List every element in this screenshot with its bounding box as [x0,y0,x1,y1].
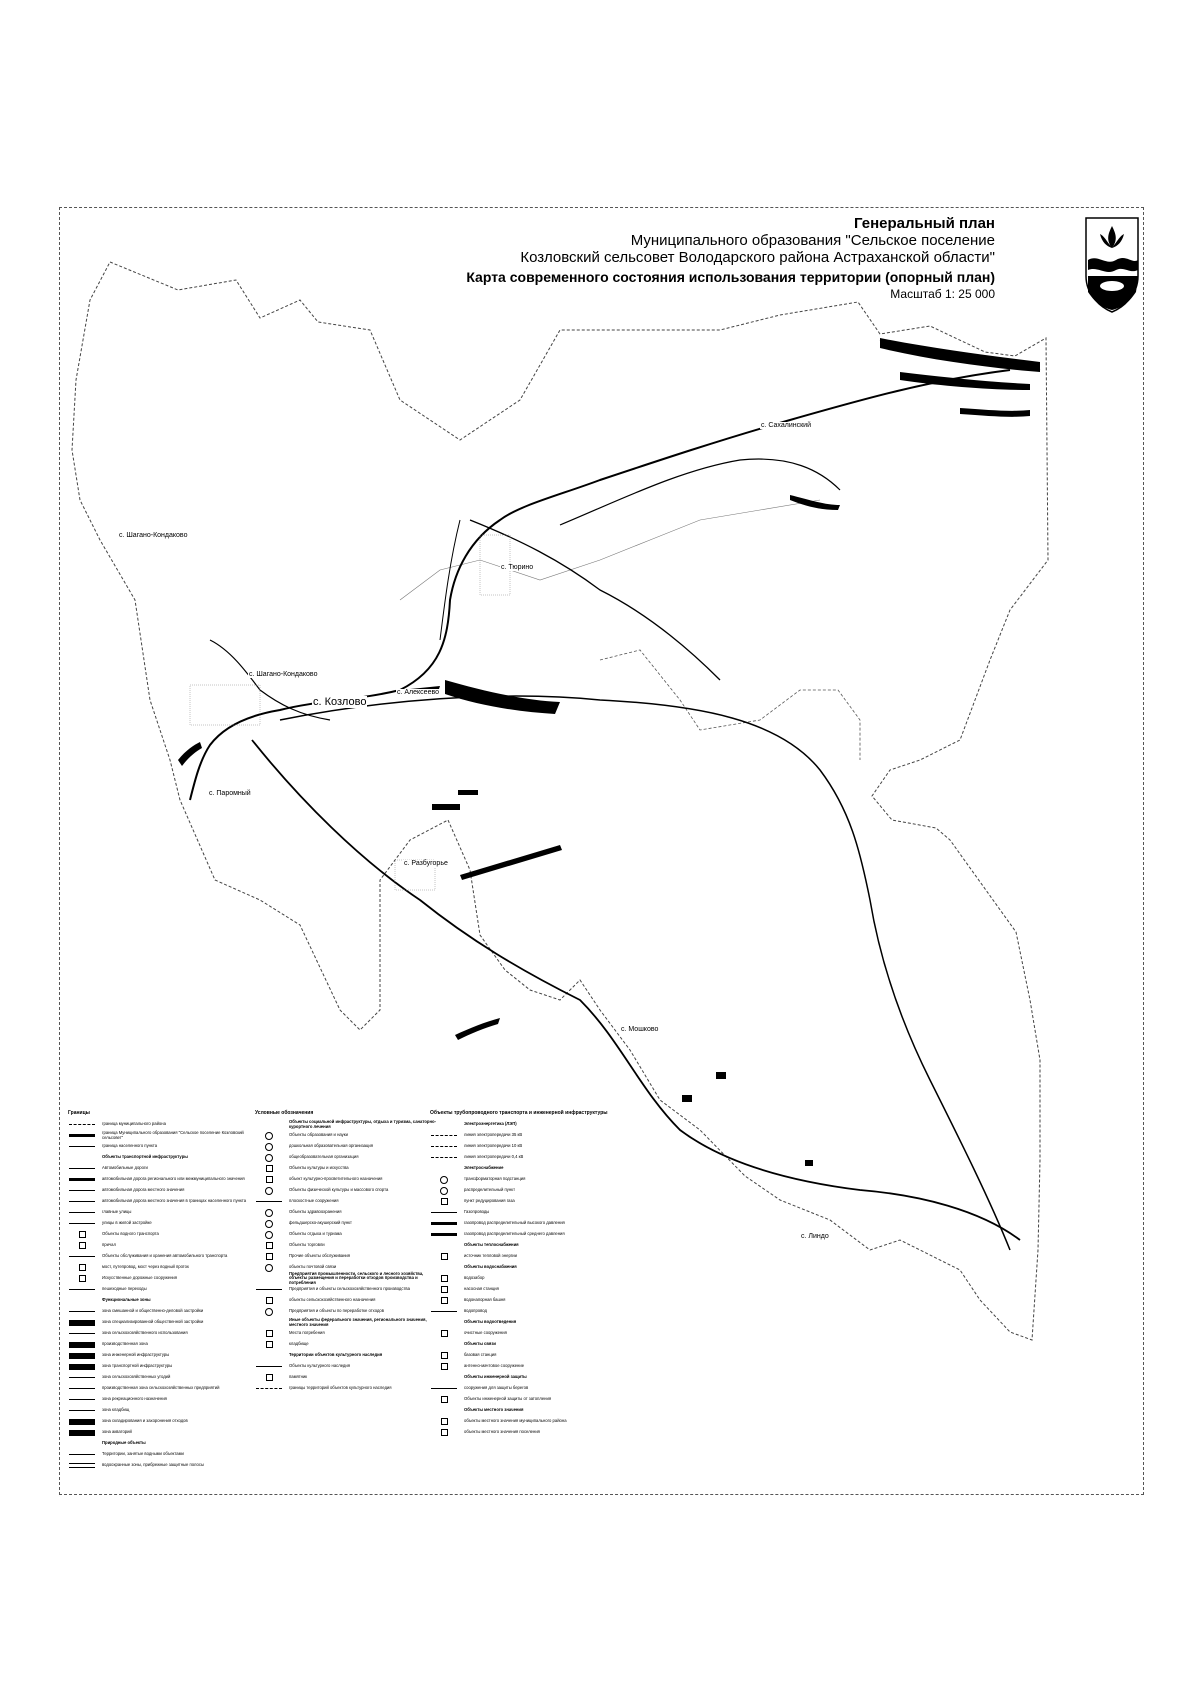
place-label: с. Алексеево [397,689,439,696]
legend-symbol [430,1397,458,1402]
legend-symbol [255,1210,283,1215]
legend-text: Природные объекты [102,1440,146,1446]
legend-column-3 [430,1110,660,1438]
legend-symbol [255,1364,283,1369]
legend-symbol [430,1199,458,1204]
legend-text: объекты почтовой связи [289,1264,337,1270]
legend-symbol [430,1375,458,1380]
place-label: с. Тюрино [501,564,534,571]
legend-row [430,1229,660,1240]
legend-text: Объекты торговли [289,1242,325,1248]
water-body-channel [790,495,840,510]
legend-text: Иные объекты федерального значения, регионального значения, местного значения [289,1317,427,1327]
legend-symbol [68,1375,96,1380]
legend-symbol [68,1177,96,1182]
legend-text: зона транспортной инфраструктуры [102,1363,173,1369]
legend-row [430,1207,660,1218]
legend-symbol [68,1265,96,1270]
legend-symbol [68,1122,96,1127]
legend-text: Предприятия и объекты сельскохозяйственного производства [289,1286,410,1292]
legend-symbol [430,1166,458,1171]
legend-text: антенно-мачтовое сооружение [464,1363,525,1369]
legend-symbol [255,1122,283,1127]
legend-symbol [68,1254,96,1259]
legend-symbol [255,1298,283,1303]
legend-row [430,1284,660,1295]
legend-symbol [255,1375,283,1380]
legend-symbol [430,1276,458,1281]
legend-symbol [430,1122,458,1127]
legend-text: автомобильная дорога местного значения [102,1187,185,1193]
legend-text: дошкольная образовательная организация [289,1143,373,1149]
legend-text: Объекты местного значения [464,1407,524,1413]
legend-row [430,1174,660,1185]
legend-text: главные улицы [102,1209,132,1215]
river-channel-east [560,459,840,525]
place-label: с. Шагано-Кондаково [119,532,188,539]
legend-text: Территории объектов культурного наследия [289,1352,383,1358]
legend-symbol [430,1386,458,1391]
title-line-4: Карта современного состояния использования территории (опорный план) [466,269,995,286]
legend-text: зона складирования и захоронения отходов [102,1418,188,1424]
legend-symbol [68,1408,96,1413]
legend-text: Функциональные зоны [102,1297,151,1303]
legend-row [430,1273,660,1284]
legend-row [430,1339,660,1350]
legend-text: Объекты водоснабжения [464,1264,517,1270]
legend-symbol [430,1320,458,1325]
legend-text: зона сельскохозяйственных угодий [102,1374,171,1380]
legend-text: Объекты культурного наследия [289,1363,350,1369]
legend-text: Газопроводы [464,1209,490,1215]
legend-text: Объекты водоотведения [464,1319,517,1325]
legend-symbol [255,1342,283,1347]
legend-text: Объекты отдыха и туризма [289,1231,342,1237]
legend-row [430,1251,660,1262]
legend-symbol [68,1166,96,1171]
legend-symbol [255,1265,283,1270]
legend-row [430,1240,660,1251]
legend-text: пешеходные переходы [102,1286,147,1292]
legend-symbol [430,1232,458,1237]
legend-text: Объекты связи [464,1341,497,1347]
legend-text: фельдшерско-акушерский пункт [289,1220,352,1226]
legend-text: водопровод [464,1308,487,1314]
place-label: с. Шагано-Кондаково [249,671,318,678]
legend-row [430,1295,660,1306]
legend-symbol [430,1144,458,1149]
legend-header: Границы [68,1110,90,1116]
legend-text: водоохранные зоны, прибрежные защитные полосы [102,1462,204,1468]
legend-symbol [68,1133,96,1138]
legend-text: производственная зона [102,1341,148,1347]
legend-row [430,1394,660,1405]
water-body-ne2 [900,372,1030,390]
legend-symbol [68,1342,96,1347]
legend-symbol [255,1353,283,1358]
legend-text: производственная зона сельскохозяйственных предприятий [102,1385,220,1391]
legend-text: Объекты культуры и искусства [289,1165,349,1171]
legend-text: зона специализированной общественной застройки [102,1319,204,1325]
legend-row [430,1185,660,1196]
legend-text: распределительный пункт [464,1187,515,1193]
place-label: с. Линдо [801,1233,829,1240]
legend-symbol [255,1331,283,1336]
legend-symbol [430,1430,458,1435]
field-boundary-north [400,500,820,600]
legend-text: мост, путепровод, мост через водный проток [102,1264,189,1270]
legend-text: Предприятия и объекты по переработке отходов [289,1308,384,1314]
legend-row [430,1306,660,1317]
legend-symbol [255,1177,283,1182]
legend-row [430,1218,660,1229]
legend-row [430,1405,660,1416]
water-body-south [455,1018,500,1040]
map-title-block [466,216,995,302]
title-line-3: Козловский сельсовет Володарского района Астраханской области" [520,248,995,266]
legend-symbol [430,1309,458,1314]
legend-text: газопровод распределительный среднего давления [464,1231,565,1237]
legend-row [430,1383,660,1394]
legend-text: автомобильная дорога местного значения в границах населенного пункта [102,1198,247,1204]
legend-symbol [430,1177,458,1182]
legend-text: линия электропередачи 10 кВ [464,1143,523,1149]
legend-symbol [68,1331,96,1336]
legend-row [430,1372,660,1383]
legend-row [430,1141,660,1152]
water-body-line [460,845,562,880]
legend-row [430,1163,660,1174]
legend-symbol [68,1364,96,1369]
settlement-boundary-east [600,650,860,760]
legend-symbol [68,1419,96,1424]
legend-symbol [68,1386,96,1391]
river-channel [470,520,720,680]
legend-text: Искусственные дорожные сооружения [102,1275,178,1281]
legend-symbol [68,1463,96,1468]
legend-symbol [255,1320,283,1325]
legend-row [68,1427,298,1438]
legend-text: трансформаторная подстанция [464,1176,526,1182]
legend-text: граница Муниципального образования "Сельское поселение Козловский сельсовет" [102,1130,244,1140]
legend-row [430,1196,660,1207]
legend-symbol [430,1364,458,1369]
legend-row [430,1328,660,1339]
legend-row [430,1152,660,1163]
legend-symbol [430,1331,458,1336]
legend-row [68,1449,298,1460]
legend-symbol [430,1210,458,1215]
legend-text: Объекты обслуживания и хранения автомобильного транспорта [102,1253,228,1259]
legend-text: Прочие объекты обслуживания [289,1253,351,1259]
legend-text: зона смешанной и общественно-деловой застройки [102,1308,204,1314]
legend-symbol [255,1144,283,1149]
legend-symbol [68,1188,96,1193]
legend-text: объекты местного значения муниципального района [464,1418,567,1424]
map-legend [68,1110,1118,1468]
legend-text: источник тепловой энергии [464,1253,517,1259]
legend-symbol [68,1287,96,1292]
legend-symbol [430,1188,458,1193]
legend-text: линия электропередачи 35 кВ [464,1132,523,1138]
legend-header: Объекты трубопроводного транспорта и инженерной инфраструктуры [430,1110,608,1116]
legend-header: Условные обозначения [255,1110,314,1116]
legend-symbol [255,1221,283,1226]
legend-text: зона инженерной инфраструктуры [102,1352,170,1358]
legend-symbol [430,1254,458,1259]
legend-text: улицы в жилой застройке [102,1220,152,1226]
legend-symbol [430,1265,458,1270]
legend-symbol [68,1430,96,1435]
legend-symbol [255,1155,283,1160]
water-body-west [178,742,202,766]
legend-text: зона рекреационного назначения [102,1396,167,1402]
legend-text: пункт редуцирования газа [464,1198,515,1204]
legend-symbol [430,1353,458,1358]
legend-text: зона акваторий [102,1429,132,1435]
legend-symbol [430,1243,458,1248]
legend-text: зона кладбищ [102,1407,130,1413]
legend-symbol [68,1397,96,1402]
legend-symbol [68,1353,96,1358]
legend-text: объекты местного значения поселения [464,1429,540,1435]
legend-symbol [255,1287,283,1292]
legend-text: водозабор [464,1275,485,1281]
legend-symbol [430,1419,458,1424]
legend-symbol [68,1441,96,1446]
legend-row [68,1460,298,1471]
legend-symbol [255,1199,283,1204]
legend-symbol [255,1386,283,1391]
legend-text: сооружения для защиты берегов [464,1385,529,1391]
place-label: с. Разбугорье [404,860,448,867]
legend-symbol [68,1276,96,1281]
legend-symbol [68,1199,96,1204]
coat-of-arms-icon [1082,214,1142,314]
place-label: с. Мошково [621,1026,659,1033]
legend-row [430,1416,660,1427]
legend-text: Электроэнергетика (ЛЭП) [464,1121,517,1127]
legend-symbol [430,1155,458,1160]
title-line-1: Генеральный план [854,215,995,232]
legend-row [430,1350,660,1361]
legend-text: водонапорная башня [464,1297,506,1303]
legend-row [68,1416,298,1427]
legend-text: объект культурно-просветительного назначения [289,1176,383,1182]
legend-text: Объекты инженерной защиты [464,1374,527,1380]
water-body-rect2 [458,790,478,795]
legend-symbol [68,1144,96,1149]
legend-text: Объекты инженерной защиты от затопления [464,1396,552,1402]
legend-text: Объекты образования и науки [289,1132,348,1138]
legend-symbol [430,1133,458,1138]
place-label: с. Козлово [313,696,367,708]
legend-symbol [430,1287,458,1292]
legend-row [430,1130,660,1141]
legend-symbol [430,1342,458,1347]
legend-row [430,1262,660,1273]
legend-symbol [255,1254,283,1259]
legend-symbol [68,1452,96,1457]
legend-row [68,1405,298,1416]
legend-text: Территории, занятые водными объектами [102,1451,184,1457]
water-body-ne3 [960,408,1030,417]
legend-text: памятник [289,1374,308,1380]
legend-symbol [68,1221,96,1226]
legend-symbol [430,1408,458,1413]
legend-symbol [255,1133,283,1138]
place-label: с. Паромный [209,790,251,797]
legend-symbol [430,1221,458,1226]
road-north [440,520,460,640]
legend-text: Электроснабжение [464,1165,504,1171]
legend-text: границы территорий объектов культурного наследия [289,1385,392,1391]
legend-symbol [255,1188,283,1193]
legend-symbol [430,1298,458,1303]
legend-text: общеобразовательная организация [289,1154,359,1160]
legend-text: объекты сельскохозяйственного назначения [289,1297,376,1303]
legend-text: линия электропередачи 0,4 кВ [464,1154,524,1160]
legend-row [430,1119,660,1130]
place-label: с. Сахалинский [761,422,811,429]
legend-row [430,1317,660,1328]
settlement-area-kozlovo [190,685,260,725]
legend-text: причал [102,1242,116,1248]
title-line-2: Муниципального образования "Сельское поселение [630,231,995,249]
legend-text: Объекты транспортной инфраструктуры [102,1154,188,1160]
legend-text: кладбище [289,1341,309,1347]
water-body-rect1 [432,804,460,810]
legend-text: Автомобильные дороги [102,1165,148,1171]
legend-text: Объекты здравоохранения [289,1209,342,1215]
legend-text: Объекты теплоснабжения [464,1242,519,1248]
water-body-rect3 [716,1072,726,1079]
legend-symbol [68,1320,96,1325]
legend-symbol [255,1243,283,1248]
legend-text: Места погребения [289,1330,325,1336]
legend-text: граница муниципального района [102,1121,166,1127]
legend-text: Предприятия промышленности, сельского и лесного хозяйства, объекты размещения и переработки отходов производства и потребления [289,1271,424,1285]
water-body-rect4 [682,1095,692,1102]
legend-row [68,1394,298,1405]
legend-row [68,1438,298,1449]
legend-symbol [255,1232,283,1237]
legend-row [430,1427,660,1438]
legend-text: Объекты социальной инфраструктуры, отдыха и туризма, санаторно-курортного лечения [289,1119,436,1129]
legend-text: базовая станция [464,1352,497,1358]
legend-symbol [68,1232,96,1237]
road-west [210,640,330,720]
legend-text: насосная станция [464,1286,499,1292]
legend-symbol [255,1309,283,1314]
legend-symbol [68,1243,96,1248]
legend-symbol [68,1210,96,1215]
legend-text: газопровод распределительный высокого давления [464,1220,565,1226]
river-main [190,370,1010,800]
legend-text: Объекты водного транспорта [102,1231,159,1237]
map-scale: Масштаб 1: 25 000 [890,287,995,302]
legend-symbol [68,1298,96,1303]
legend-row [430,1361,660,1372]
legend-text: автомобильная дорога регионального или межмуниципального значения [102,1176,245,1182]
legend-text: плоскостные сооружения [289,1198,339,1204]
legend-symbol [68,1155,96,1160]
legend-symbol [255,1276,283,1281]
legend-text: Объекты физической культуры и массового спорта [289,1187,389,1193]
legend-symbol [68,1309,96,1314]
legend-text: граница населенного пункта [102,1143,158,1149]
legend-text: зона сельскохозяйственного использования [102,1330,188,1336]
legend-symbol [255,1166,283,1171]
legend-text: очистные сооружения [464,1330,507,1336]
